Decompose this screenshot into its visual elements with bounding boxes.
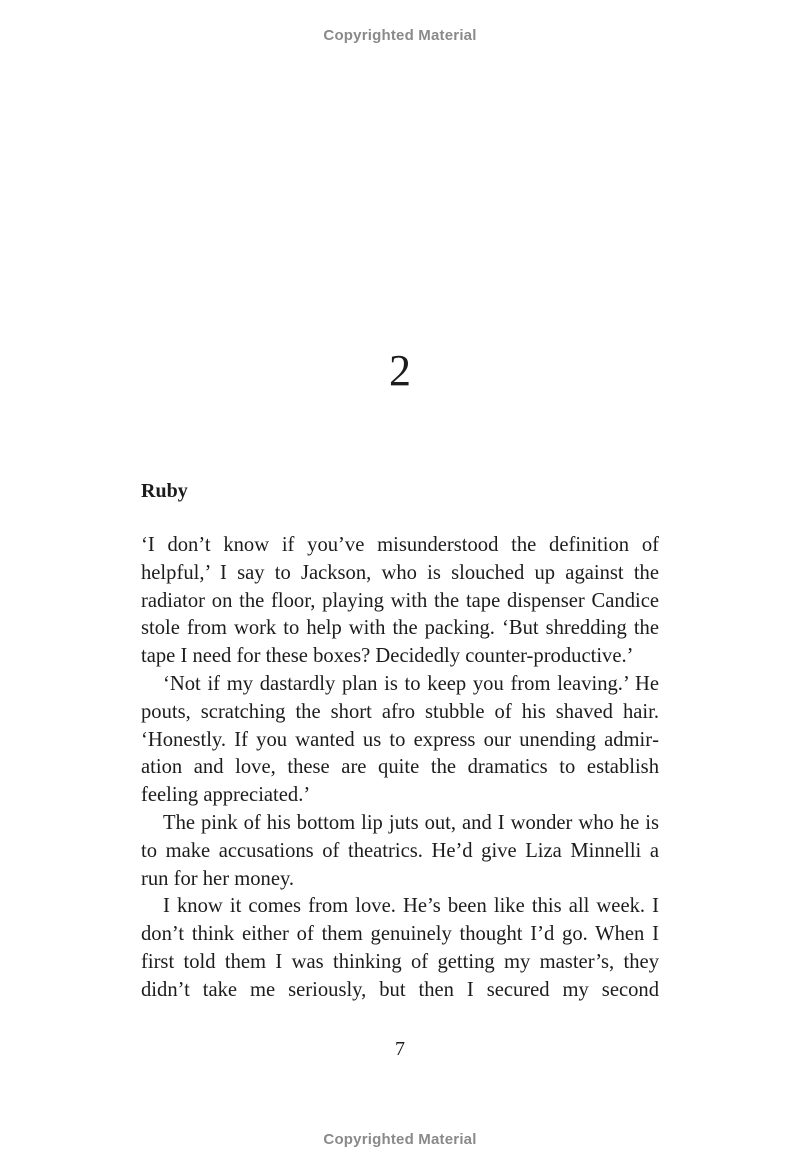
page-number: 7 bbox=[395, 1038, 405, 1060]
copyright-watermark-top: Copyrighted Material bbox=[323, 27, 477, 44]
body-text bbox=[141, 532, 659, 1005]
paragraph: ‘I don’t know if you’ve misunderstood the definition of helpful,’ I say to Jackson, who is slouched up against the radiator on the floor, playing with the tape dispenser Candice stole from work to help with the packing. ‘But shredding the tape I need for these boxes? Decidedly counter-productive.’ bbox=[141, 534, 659, 668]
paragraph: ‘Not if my dastardly plan is to keep you from leaving.’ He pouts, scratching the short afro stubble of his shaved hair. ‘Honestly. If you wanted us to express our unending admiration and love, these are quite the dramatics to establish feeling appreciated.’ bbox=[141, 672, 659, 807]
paragraph: I know it comes from love. He’s been like this all week. I don’t think either of them genuinely thought I’d go. When I first told them I was thinking of getting my master’s, they didn’t take me seriously, but then I secured my second bbox=[141, 895, 659, 1001]
chapter-pov-heading: Ruby bbox=[141, 480, 188, 502]
copyright-watermark-bottom: Copyrighted Material bbox=[323, 1131, 477, 1148]
paragraph: The pink of his bottom lip juts out, and I wonder who he is to make accusations of theatrics. He’d give Liza Minnelli a run for her money. bbox=[141, 811, 659, 890]
chapter-number: 2 bbox=[389, 346, 411, 395]
